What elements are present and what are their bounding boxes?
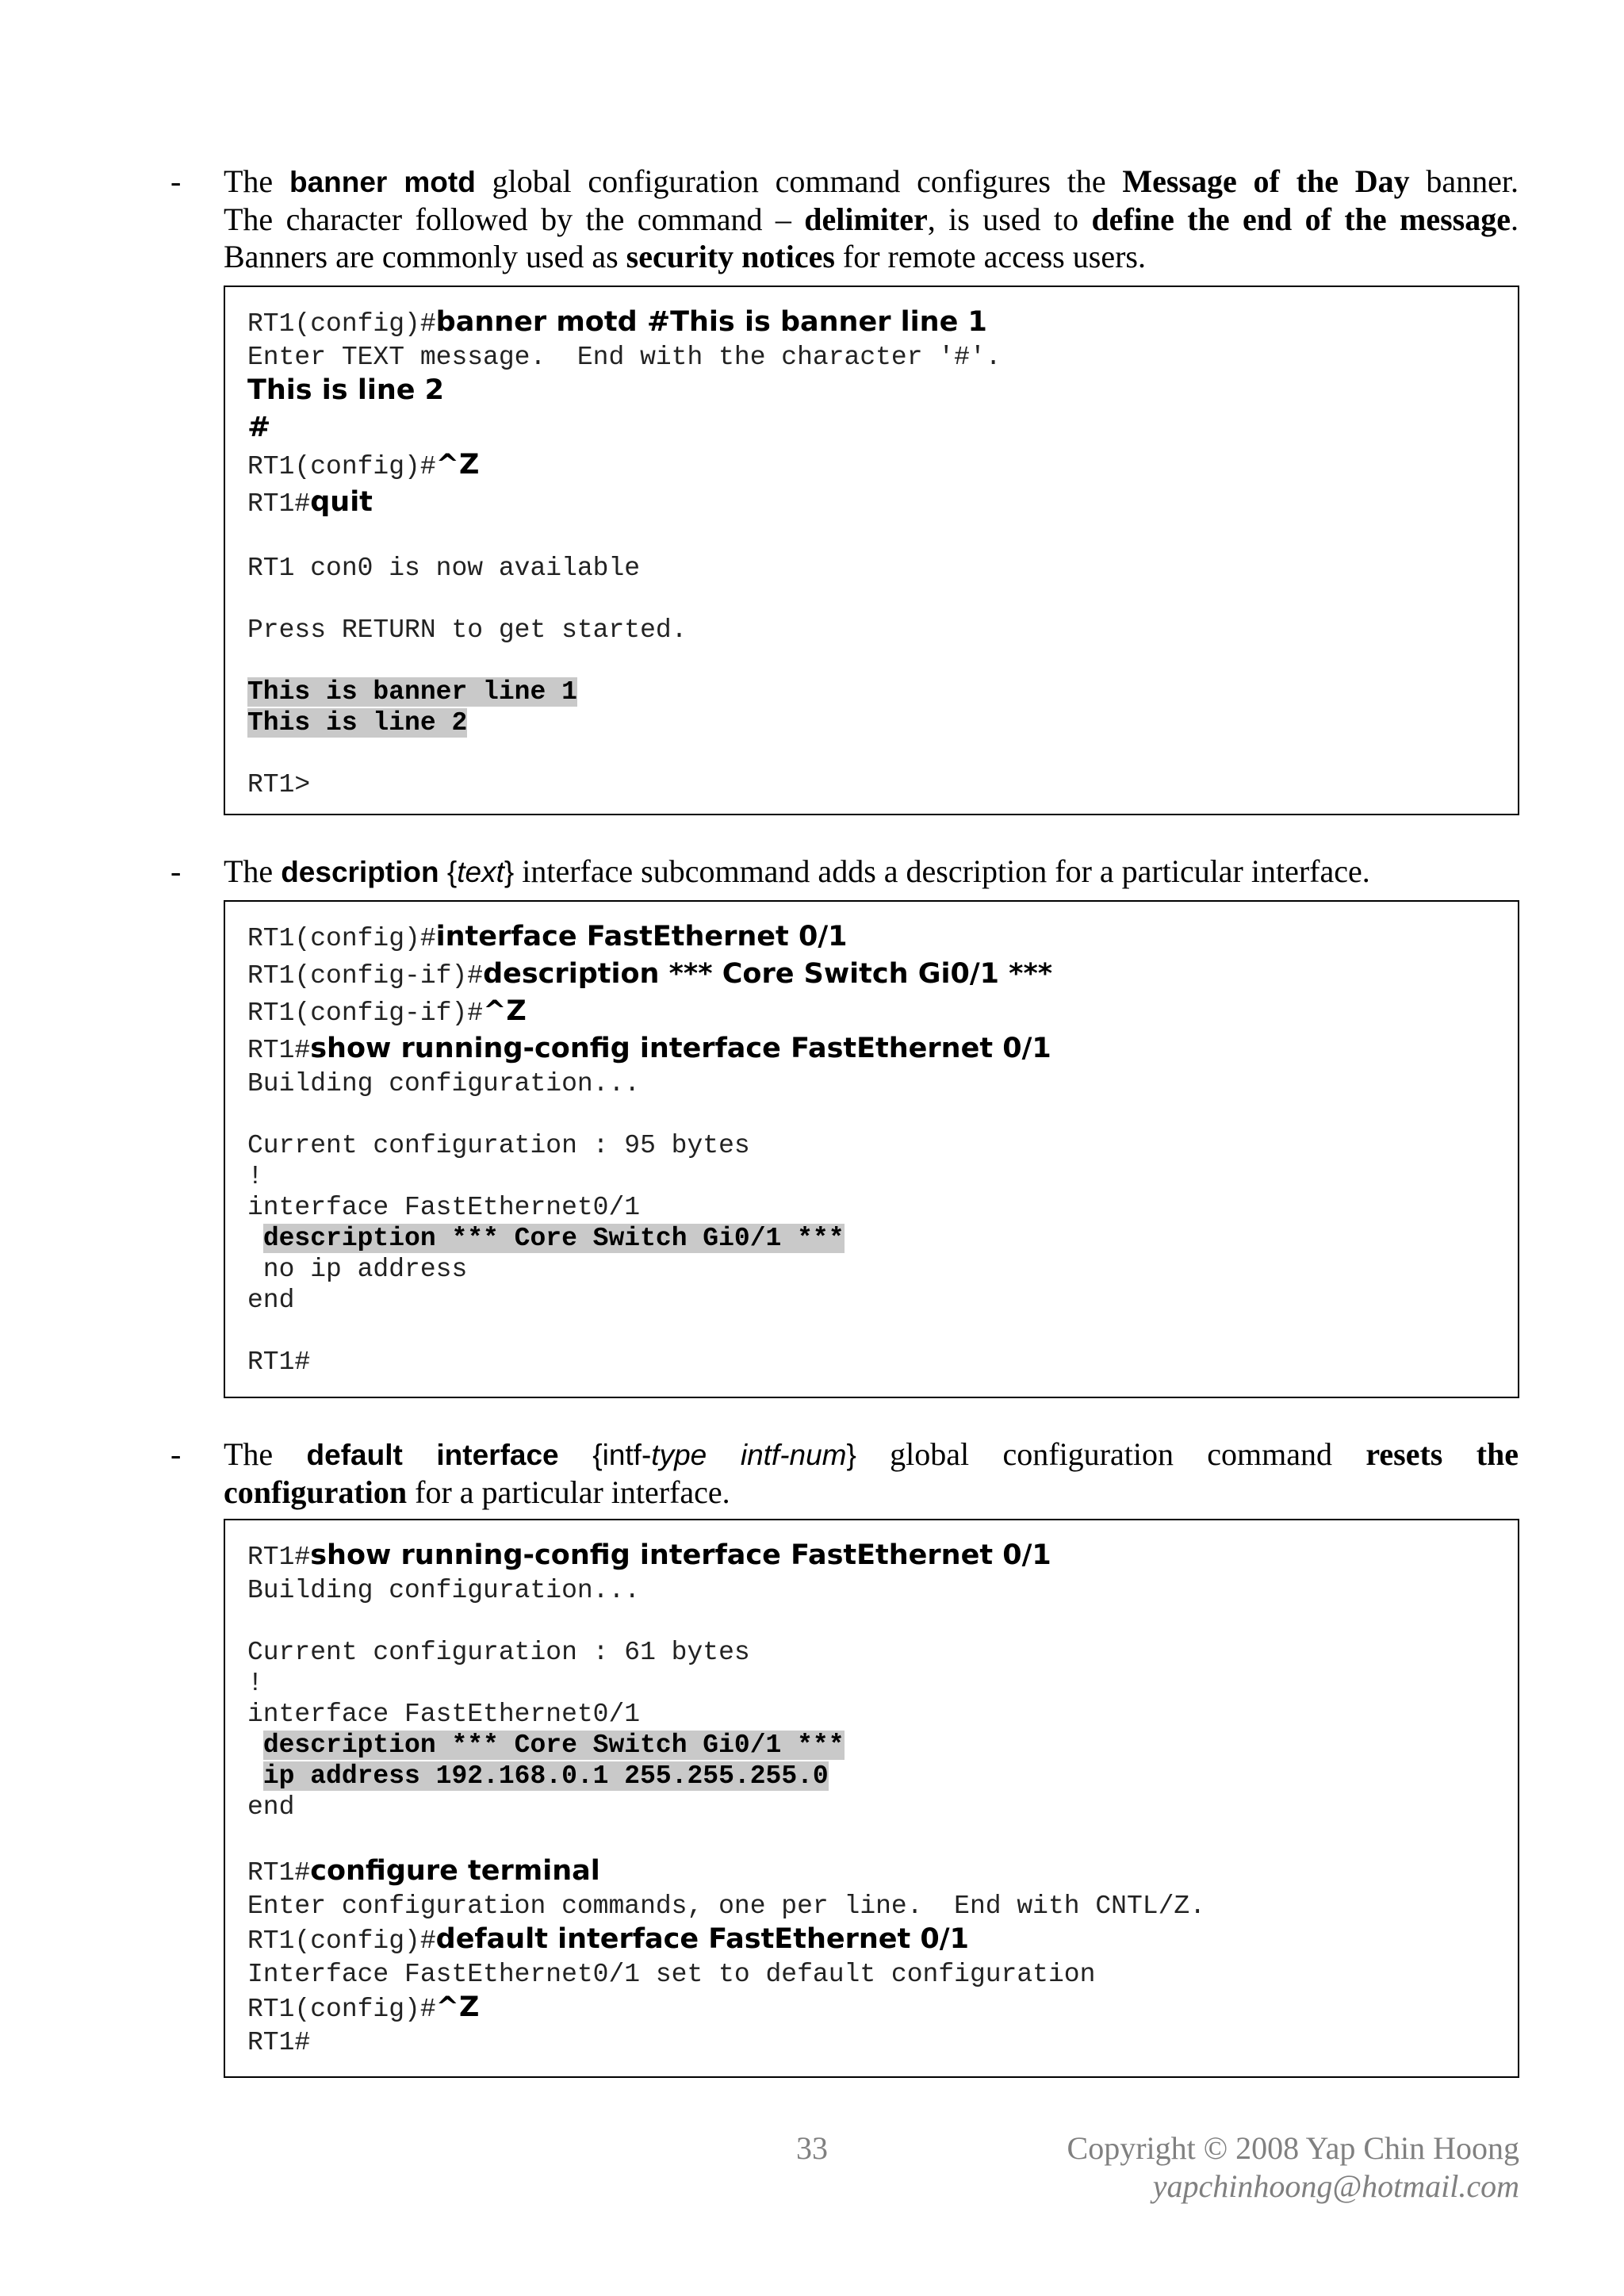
code-blank-line <box>247 1823 1496 1853</box>
term-configuration: configuration <box>224 1474 408 1510</box>
code-command: ^Z <box>483 995 527 1027</box>
code-prompt: RT1# <box>247 1858 311 1888</box>
code-blank-line <box>247 1099 1496 1130</box>
code-line <box>247 342 1496 373</box>
code-blank-line <box>247 1606 1496 1637</box>
code-line <box>247 1922 1496 1959</box>
code-output: RT1# <box>247 2028 311 2057</box>
code-line <box>247 1068 1496 1099</box>
code-prompt: RT1(config)# <box>247 1995 436 2024</box>
code-line <box>247 1792 1496 1823</box>
code-output: ! <box>247 1162 263 1191</box>
code-line <box>247 615 1496 646</box>
code-output: Current configuration : 95 bytes <box>247 1131 750 1160</box>
code-blank-line <box>247 646 1496 677</box>
code-line <box>247 1254 1496 1285</box>
code-line <box>247 769 1496 800</box>
code-output: no ip address <box>247 1255 468 1284</box>
code-highlight: ip address 192.168.0.1 255.255.255.0 <box>262 1761 829 1791</box>
code-line <box>247 2027 1496 2058</box>
code-line <box>247 553 1496 584</box>
code-output: RT1> <box>247 770 311 799</box>
code-output: RT1# <box>247 1347 311 1377</box>
code-line <box>247 1192 1496 1223</box>
term-define-end: define the end of the message <box>1091 201 1511 237</box>
code-line <box>247 447 1496 485</box>
code-output: Interface FastEthernet0/1 set to default configuration <box>247 1960 1096 1989</box>
code-line <box>247 1699 1496 1730</box>
code-line <box>247 919 1496 956</box>
bullet-dash: - <box>170 853 182 889</box>
code-command: This is line 2 <box>247 374 445 406</box>
code-command: description *** Core Switch Gi0/1 *** <box>483 958 1053 990</box>
code-line <box>247 956 1496 994</box>
code-command: show running-config interface FastEthernet 0/1 <box>310 1033 1051 1064</box>
code-output: Enter configuration commands, one per line. End with CNTL/Z. <box>247 1892 1205 1921</box>
code-prompt: RT1(config)# <box>247 452 436 481</box>
code-line <box>247 1347 1496 1378</box>
code-output: Enter TEXT message. End with the character '#'. <box>247 343 1002 372</box>
code-line <box>247 1891 1496 1922</box>
term-message-of-the-day: Message of the Day <box>1122 163 1410 199</box>
banner-motd-paragraph: - The banner motd global configuration command configures the Message of the Day banner. The character followed by the command – delimiter, is used to define the end of the message. Banners are commonly used as security notices for remote access users. <box>170 163 1519 274</box>
code-box-description <box>224 900 1519 1398</box>
code-line <box>247 1761 1496 1792</box>
code-command: # <box>247 412 271 443</box>
code-line <box>247 1853 1496 1891</box>
bullet-dash: - <box>170 163 182 199</box>
code-line <box>247 1730 1496 1761</box>
code-blank-line <box>247 584 1496 615</box>
code-output: interface FastEthernet0/1 <box>247 1193 641 1222</box>
code-output: ! <box>247 1669 263 1698</box>
code-prompt: RT1(config)# <box>247 1926 436 1956</box>
code-blank-line <box>247 1316 1496 1347</box>
code-command: interface FastEthernet 0/1 <box>435 921 848 953</box>
code-indent <box>247 1731 263 1760</box>
code-line <box>247 1637 1496 1668</box>
copyright-text: Copyright © 2008 Yap Chin Hoong <box>1067 2130 1519 2166</box>
term-description: description <box>281 856 439 888</box>
code-line <box>247 410 1496 447</box>
code-output: interface FastEthernet0/1 <box>247 1700 641 1729</box>
code-output: Building configuration... <box>247 1576 641 1605</box>
term-resets-the: resets the <box>1365 1436 1519 1472</box>
description-paragraph: - The description {text} interface subcommand adds a description for a particular interface. <box>170 853 1370 889</box>
code-command: ^Z <box>435 449 480 481</box>
code-line <box>247 1223 1496 1254</box>
code-prompt: RT1(config)# <box>247 924 436 953</box>
code-blank-line <box>247 522 1496 553</box>
code-box-banner-motd <box>224 286 1519 815</box>
term-banner-motd: banner motd <box>289 166 476 198</box>
code-line <box>247 1990 1496 2027</box>
code-line <box>247 1538 1496 1575</box>
bullet-dash: - <box>170 1436 182 1472</box>
code-prompt: RT1(config-if)# <box>247 961 484 991</box>
code-highlight: This is line 2 <box>247 708 468 738</box>
term-default-interface: default interface <box>306 1439 559 1471</box>
author-email: yapchinhoong@hotmail.com <box>1152 2168 1519 2204</box>
page-number: 33 <box>796 2130 828 2166</box>
code-highlight: This is banner line 1 <box>247 677 577 707</box>
code-line <box>247 707 1496 738</box>
code-highlight: description *** Core Switch Gi0/1 *** <box>262 1224 845 1253</box>
term-text: text <box>457 856 504 888</box>
code-line <box>247 1285 1496 1316</box>
code-line <box>247 305 1496 342</box>
code-prompt: RT1(config)# <box>247 309 436 339</box>
code-output: Current configuration : 61 bytes <box>247 1638 750 1667</box>
code-highlight: description *** Core Switch Gi0/1 *** <box>262 1731 845 1760</box>
code-command: banner motd #This is banner line 1 <box>435 306 987 338</box>
code-prompt: RT1# <box>247 489 311 519</box>
code-line <box>247 1959 1496 1990</box>
code-line <box>247 373 1496 410</box>
code-command: quit <box>310 486 373 518</box>
code-prompt: RT1# <box>247 1036 311 1065</box>
term-security-notices: security notices <box>626 239 835 274</box>
code-line <box>247 1668 1496 1699</box>
term-delimiter: delimiter <box>804 201 928 237</box>
code-line <box>247 1031 1496 1068</box>
code-line <box>247 1130 1496 1161</box>
code-prompt: RT1(config-if)# <box>247 999 484 1028</box>
code-command: show running-config interface FastEthernet 0/1 <box>310 1539 1051 1571</box>
code-line <box>247 485 1496 522</box>
code-line <box>247 1161 1496 1192</box>
code-output: RT1 con0 is now available <box>247 554 641 583</box>
code-command: configure terminal <box>310 1855 600 1887</box>
code-line <box>247 994 1496 1031</box>
code-output: Press RETURN to get started. <box>247 615 688 645</box>
code-command: ^Z <box>435 1991 480 2023</box>
code-output: Building configuration... <box>247 1069 641 1098</box>
code-indent <box>247 1761 263 1791</box>
code-prompt: RT1# <box>247 1543 311 1572</box>
code-box-default-interface <box>224 1519 1519 2078</box>
default-interface-paragraph: - The default interface {intf-type intf-num} global configuration command resets the configuration for a particular interface. <box>170 1436 1519 1510</box>
code-line <box>247 677 1496 707</box>
code-command: default interface FastEthernet 0/1 <box>435 1923 969 1955</box>
code-output: end <box>247 1286 295 1315</box>
code-indent <box>247 1224 263 1253</box>
code-blank-line <box>247 738 1496 769</box>
code-output: end <box>247 1792 295 1822</box>
code-line <box>247 1575 1496 1606</box>
